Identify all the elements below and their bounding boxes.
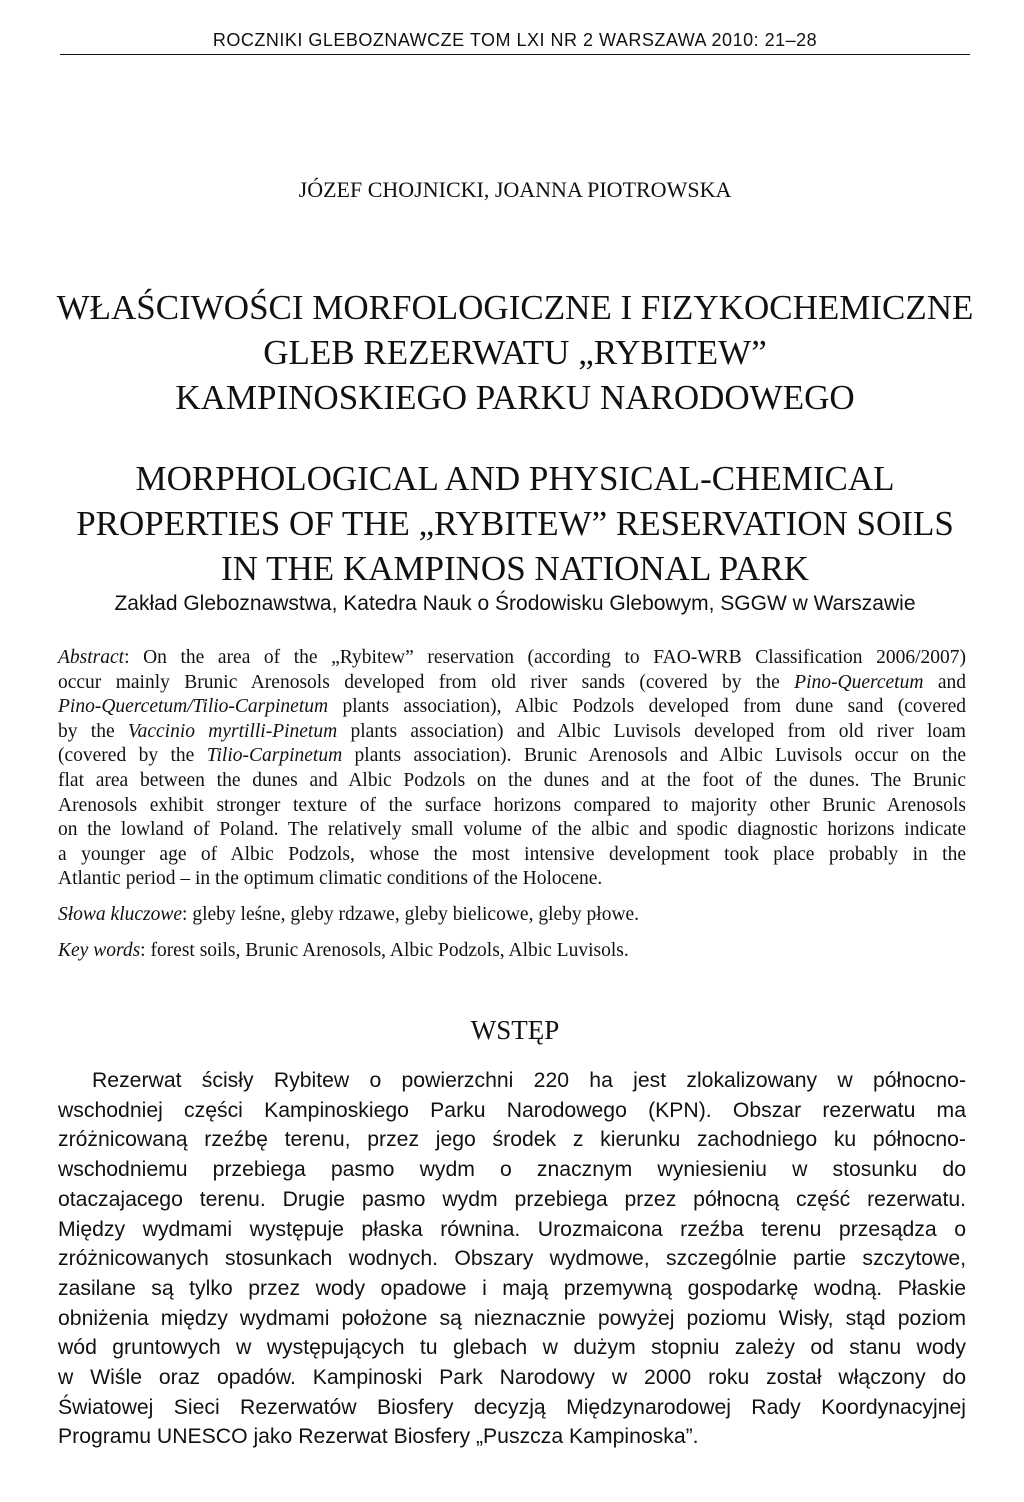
abstract-text-run: Arenosols exhibit stronger texture of the surface horizons compared to majority other Brunic Arenosols (58, 794, 966, 816)
body-line: Programu UNESCO jako Rezerwat Biosfery „Puszcza Kampinoska”. (58, 1425, 699, 1449)
keywords-english (58, 939, 966, 963)
abstract (58, 646, 966, 892)
body-line: wschodniej części Kampinoskiego Parku Narodowego (KPN). Obszar rezerwatu ma (58, 1098, 966, 1122)
abstract-italic-run: Pino-Quercetum/Tilio-Carpinetum (58, 696, 329, 718)
title-english-line: MORPHOLOGICAL AND PHYSICAL-CHEMICAL (135, 459, 895, 498)
abstract-text-run: Atlantic period – in the optimum climatic conditions of the Holocene. (58, 868, 603, 890)
title-english-line: IN THE KAMPINOS NATIONAL PARK (221, 549, 809, 588)
abstract-italic-run: Tilio-Carpinetum (206, 745, 343, 767)
abstract-line (58, 720, 966, 745)
body-line: zróżnicowaną rzeźbę terenu, przez jego środek z kierunku zachodniego ku północno- (58, 1128, 966, 1152)
abstract-line (58, 695, 966, 720)
title-polish-line: WŁAŚCIWOŚCI MORFOLOGICZNE I FIZYKOCHEMICZNE (56, 288, 974, 327)
body-line: otaczajacego terenu. Drugie pasmo wydm przebiega przez północną część rezerwatu. (58, 1187, 966, 1211)
affiliation: Zakład Gleboznawstwa, Katedra Nauk o Środowisku Glebowym, SGGW w Warszawie (114, 592, 916, 615)
abstract-italic-run: Pino-Quercetum (794, 671, 924, 693)
keywords-polish-text: : gleby leśne, gleby rdzawe, gleby bielicowe, gleby płowe. (182, 904, 640, 925)
abstract-text-run: : On the area of the „Rybitew” reservation (according to FAO-WRB Classification 2006/2007) (124, 647, 966, 668)
title-english-line: PROPERTIES OF THE „RYBITEW” RESERVATION SOILS (76, 504, 954, 543)
abstract-line (58, 646, 966, 671)
abstract-line (58, 867, 966, 892)
abstract-text-run: and (923, 671, 966, 693)
abstract-italic-run: Vaccinio myrtilli-Pinetum (127, 720, 338, 742)
keywords-english-label: Key words (58, 940, 141, 961)
title-polish-line: KAMPINOSKIEGO PARKU NARODOWEGO (175, 378, 855, 417)
title-polish (50, 285, 980, 420)
abstract-line (58, 843, 966, 868)
abstract-text-run: occur mainly Brunic Arenosols developed from old river sands (covered by the (58, 671, 795, 693)
body-line: Rezerwat ścisły Rybitew o powierzchni 220 ha jest zlokalizowany w północno- (92, 1069, 966, 1092)
keywords-english-text: : forest soils, Brunic Arenosols, Albic Podzols, Albic Luvisols. (140, 940, 629, 961)
body-line: w Wiśle oraz opadów. Kampinoski Park Narodowy w 2000 roku został włączony do (58, 1366, 966, 1390)
abstract-italic-run: Abstract (58, 647, 125, 668)
authors: JÓZEF CHOJNICKI, JOANNA PIOTROWSKA (298, 177, 732, 202)
abstract-text-run: plants association). Brunic Arenosols and Albic Luvisols occur on the (342, 745, 966, 767)
body-line: Między wydmami występuje płaska równina. Urozmaicona rzeźba terenu przesądza o (58, 1217, 966, 1241)
abstract-line (58, 671, 966, 696)
abstract-text-run: a younger age of Albic Podzols, whose the most intensive development took place probably in the (58, 843, 966, 865)
abstract-line (58, 744, 966, 769)
abstract-text-run: on the lowland of Poland. The relatively small volume of the albic and spodic diagnostic horizons indicate (58, 819, 966, 841)
abstract-text-run: plants association) and Albic Luvisols developed from old river loam (337, 720, 966, 742)
abstract-text-run: flat area between the dunes and Albic Podzols on the dunes and at the foot of the dunes. The Brunic (58, 769, 966, 791)
title-english (50, 456, 980, 591)
body-line: zróżnicowanych stosunkach wodnych. Obszary wydmowe, szczególnie partie szczytowe, (58, 1247, 966, 1271)
keywords-polish (58, 903, 966, 927)
abstract-line (58, 769, 966, 794)
body-line: wschodniemu przebiega pasmo wydm o znacznym wyniesieniu w stosunku do (58, 1158, 966, 1182)
abstract-text-run: plants association), Albic Podzols developed from dune sand (covered (328, 696, 966, 718)
title-polish-line: GLEB REZERWATU „RYBITEW” (263, 333, 767, 372)
abstract-line (58, 794, 966, 819)
body-line: obniżenia między wydmami położone są nieznacznie powyżej poziomu Wisły, stąd poziom (58, 1306, 966, 1330)
running-header: ROCZNIKI GLEBOZNAWCZE TOM LXI NR 2 WARSZAWA 2010: 21–28 (212, 30, 818, 50)
body-line: Światowej Sieci Rezerwatów Biosfery decyzją Międzynarodowej Rady Koordynacyjnej (58, 1395, 966, 1419)
abstract-text-run: by the (58, 720, 128, 742)
header-rule (60, 54, 970, 55)
abstract-text-run: (covered by the (58, 745, 207, 767)
body-line: wód gruntowych w występujących tu glebach w dużym stopniu zależy od stanu wody (58, 1336, 966, 1360)
keywords-polish-label: Słowa kluczowe (58, 904, 183, 925)
section-heading: WSTĘP (470, 1015, 560, 1045)
abstract-line (58, 818, 966, 843)
body-line: zasilane są tylko przez wody opadowe i mają przemywną gospodarkę wodną. Płaskie (58, 1276, 966, 1300)
body-text (58, 1066, 966, 1452)
